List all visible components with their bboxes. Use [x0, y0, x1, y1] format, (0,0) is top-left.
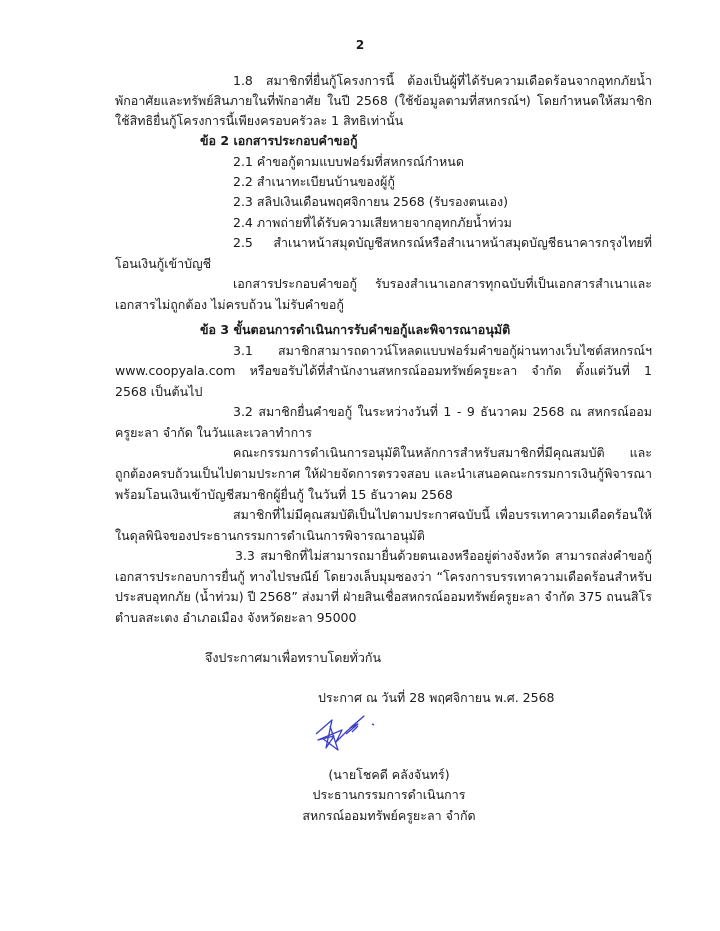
section-3-heading: ข้อ 3 ขั้นตอนการดำเนินการรับคำขอกู้และพิจารณาอนุมัติ — [200, 322, 511, 337]
paragraph-3-3-line: ประสบอุทกภัย (น้ำท่วม) ปี 2568” ส่งมาที่ ฝ่ายสินเชื่อสหกรณ์ออมทรัพย์ครูยะลา จำกัด 375 ถนนสิโร — [115, 589, 652, 604]
paragraph-3-1-line: 2568 เป็นต้นไป — [115, 384, 203, 399]
signatory-name: (นายโชคดี คลังจันทร์) — [328, 767, 450, 782]
unqualified-line: สมาชิกที่ไม่มีคุณสมบัติเป็นไปตามประกาศฉบับนี้ เพื่อบรรเทาความเดือดร้อนให้ — [233, 507, 652, 522]
paragraph-1-8-line: ใช้สิทธิยื่นกู้โครงการนี้เพียงครอบครัวละ 1 สิทธิเท่านั้น — [115, 113, 404, 128]
paragraph-3-3-line: 3.3 สมาชิกที่ไม่สามารถมายื่นด้วยตนเองหรืออยู่ต่างจังหวัด สามารถส่งคำขอกู้ — [235, 548, 652, 563]
section-2-heading: ข้อ 2 เอกสารประกอบคำขอกู้ — [200, 133, 358, 148]
approval-line: พร้อมโอนเงินเข้าบัญชีสมาชิกผู้ยื่นกู้ ในวันที่ 15 ธันวาคม 2568 — [115, 487, 453, 502]
approval-line: ถูกต้องครบถ้วนเป็นไปตามประกาศ ให้ฝ่ายจัดการตรวจสอบ และนำเสนอคณะกรรมการเงินกู้พิจารณา — [115, 466, 652, 481]
page-number: 2 — [355, 38, 365, 52]
unqualified-line: ในดุลพินิจของประธานกรรมการดำเนินการพิจารณาอนุมัติ — [115, 528, 425, 543]
paragraph-3-1-line: www.coopyala.com หรือขอรับได้ที่สำนักงานสหกรณ์ออมทรัพย์ครูยะลา จำกัด ตั้งแต่วันที่ 1 — [115, 363, 652, 378]
list-item: 2.4 ภาพถ่ายที่ได้รับความเสียหายจากอุทกภัยน้ำท่วม — [233, 215, 512, 230]
signatory-organization: สหกรณ์ออมทรัพย์ครูยะลา จำกัด — [302, 808, 476, 823]
signature-image — [312, 712, 392, 754]
date-line: ประกาศ ณ วันที่ 28 พฤศจิกายน พ.ศ. 2568 — [318, 690, 555, 705]
paragraph-1-8-line: 1.8 สมาชิกที่ยื่นกู้โครงการนี้ ต้องเป็นผู้ที่ได้รับความเดือดร้อนจากอุทกภัยน้ำ — [233, 73, 652, 88]
approval-line: คณะกรรมการดำเนินการอนุมัติในหลักการสำหรับสมาชิกที่มีคุณสมบัติ และ — [233, 445, 652, 460]
paragraph-3-3-line: เอกสารประกอบการยื่นกู้ ทางไปรษณีย์ โดยวงเล็บมุมซองว่า “โครงการบรรเทาความเดือดร้อนสำหรับ — [115, 569, 652, 584]
paragraph-3-3-line: ตำบลสะเตง อำเภอเมือง จังหวัดยะลา 95000 — [115, 610, 357, 625]
closing-statement: จึงประกาศมาเพื่อทราบโดยทั่วกัน — [205, 650, 382, 665]
list-item: 2.5 สำเนาหน้าสมุดบัญชีสหกรณ์หรือสำเนาหน้าสมุดบัญชีธนาคารกรุงไทยที่ — [233, 235, 652, 250]
paragraph-3-2-line: 3.2 สมาชิกยื่นคำขอกู้ ในระหว่างวันที่ 1 - 9 ธันวาคม 2568 ณ สหกรณ์ออม — [233, 404, 652, 419]
note-line: เอกสารประกอบคำขอกู้ รับรองสำเนาเอกสารทุกฉบับที่เป็นเอกสารสำเนาและ — [233, 276, 652, 291]
list-item: 2.2 สำเนาทะเบียนบ้านของผู้กู้ — [233, 174, 395, 189]
note-line: เอกสารไม่ถูกต้อง ไม่ครบถ้วน ไม่รับคำขอกู้ — [115, 297, 344, 312]
paragraph-1-8-line: พักอาศัยและทรัพย์สินภายในที่พักอาศัย ในปี 2568 (ใช้ข้อมูลตามที่สหกรณ์ฯ) โดยกำหนดให้สมาชิก — [115, 93, 652, 108]
paragraph-3-1-line: 3.1 สมาชิกสามารถดาวน์โหลดแบบฟอร์มคำขอกู้ผ่านทางเว็บไซต์สหกรณ์ฯ — [233, 343, 652, 358]
list-item: 2.1 คำขอกู้ตามแบบฟอร์มที่สหกรณ์กำหนด — [233, 154, 464, 169]
signatory-position: ประธานกรรมการดำเนินการ — [312, 787, 466, 802]
paragraph-3-2-line: ครูยะลา จำกัด ในวันและเวลาทำการ — [115, 425, 312, 440]
list-item-continuation: โอนเงินกู้เข้าบัญชี — [115, 256, 212, 271]
list-item: 2.3 สลิปเงินเดือนพฤศจิกายน 2568 (รับรองตนเอง) — [233, 194, 508, 209]
